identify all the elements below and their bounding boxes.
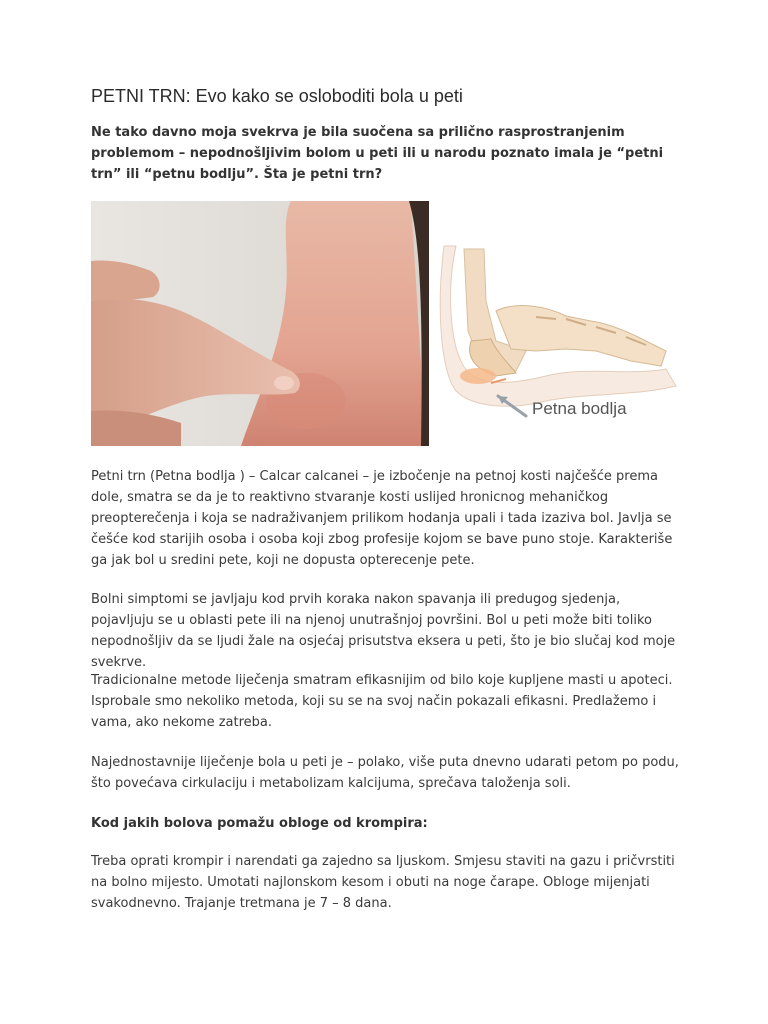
illustration-label: Petna bodlja <box>532 399 627 418</box>
article-title: PETNI TRN: Evo kako se osloboditi bola u peti <box>91 86 463 106</box>
article-figure <box>91 201 681 446</box>
paragraph-4: Najednostavnije liječenje bola u peti je – polako, više puta dnevno udarati petom po podu, što povećava cirkulaciju i metabolizam kalcijuma, sprečava taloženja soli. <box>91 755 679 791</box>
paragraph-2: Bolni simptomi se javljaju kod prvih koraka nakon spavanja ili predugog sjedenja, pojavljuju se u oblasti pete ili na njenoj unutrašnjoj površini. Bol u peti može biti toliko nepodnošljiv da se ljudi žale na osjećaj prisutstva eksera u peti, što je bio slučaj kod moje svekrve. <box>91 592 676 670</box>
heel-spur-illustration <box>436 201 681 446</box>
paragraph-final: Treba oprati krompir i narendati ga zajedno sa ljuskom. Smjesu staviti na gazu i pričvrstiti na bolno mijesto. Umotati najlonskom kesom i obuti na noge čarape. Obloge mijenjati svakodnevno. Trajanje tretmana je 7 – 8 dana. <box>91 854 675 911</box>
paragraph-3: Tradicionalne metode liječenja smatram efikasnijim od bilo koje kupljene masti u apoteci. Isprobale smo nekoliko metoda, koji su se na svoj način pokazali efikasni. Predlažemo i vama, ako nekome zatreba. <box>91 673 673 730</box>
paragraph-1: Petni trn (Petna bodlja ) – Calcar calcanei – je izbočenje na petnoj kosti najčešće prema dole, smatra se da je to reaktivno stvaranje kosti uslijed hronicnog mehaničkog preopterečenja i koja se nadraživanjem prilikom hodanja upali i tada izaziva bol. Javlja se češće kod starijih osoba i osoba koji zbog profesije kojom se bave puno stoje. Karakteriše ga jak bol u sredini pete, koji ne dopusta opterecenje pete. <box>91 469 673 568</box>
heel-photo <box>91 201 429 446</box>
subheading-potato: Kod jakih bolova pomažu obloge od krompira: <box>91 816 428 831</box>
article-lead: Ne tako davno moja svekrva je bila suočena sa prilično rasprostranjenim problemom – nepodnošljivim bolom u peti ili u narodu poznato imala je “petni trn” ili “petnu bodlju”. Šta je petni trn? <box>91 125 664 182</box>
